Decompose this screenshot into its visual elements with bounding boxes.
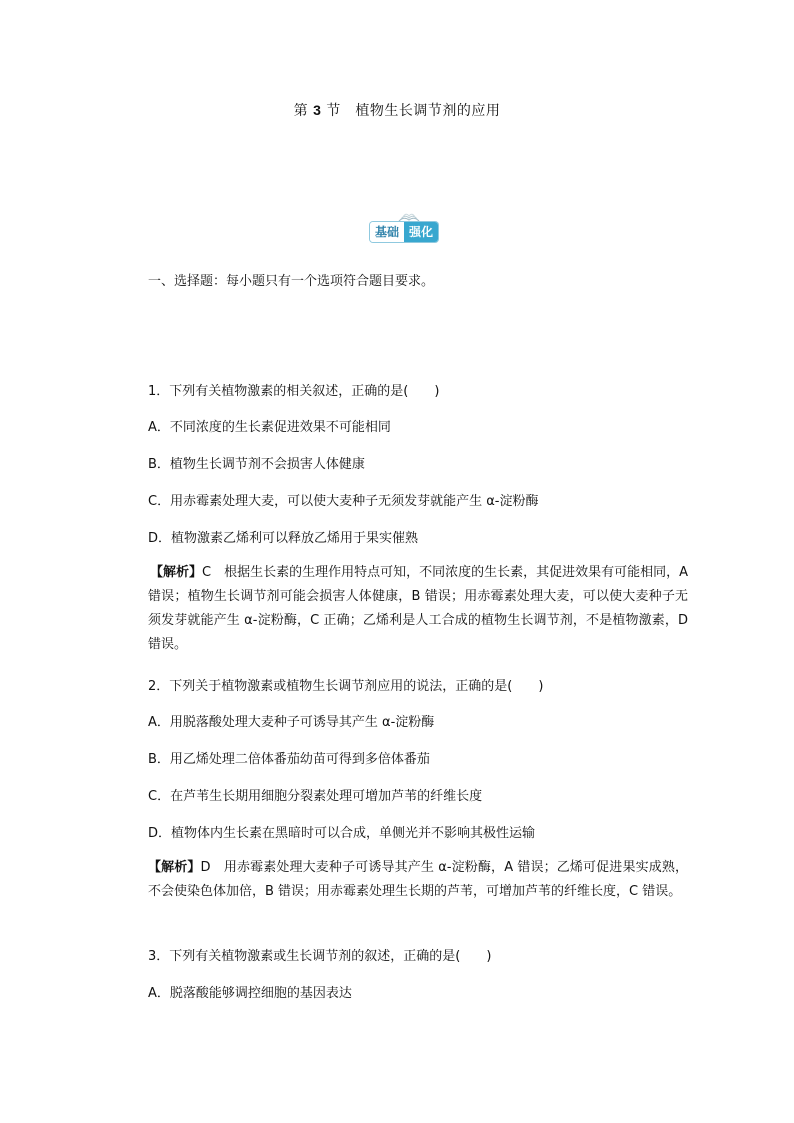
q1-option-a: A．不同浓度的生长素促进效果不可能相同 xyxy=(148,420,391,435)
q1-option-d: D．植物激素乙烯利可以释放乙烯用于果实催熟 xyxy=(148,531,419,546)
q2-option-b: B．用乙烯处理二倍体番茄幼苗可得到多倍体番茄 xyxy=(148,752,430,767)
q1-option-c: C．用赤霉素处理大麦，可以使大麦种子无须发芽就能产生 α-淀粉酶 xyxy=(148,494,539,509)
q3-stem: 3．下列有关植物激素或生长调节剂的叙述，正确的是( ) xyxy=(148,949,492,964)
q1-option-b: B．植物生长调节剂不会损害人体健康 xyxy=(148,457,365,472)
page-title: 第 3 节 植物生长调节剂的应用 xyxy=(293,102,501,119)
q3-option-a: A．脱落酸能够调控细胞的基因表达 xyxy=(148,986,352,1001)
q2-option-d: D．植物体内生长素在黑暗时可以合成，单侧光并不影响其极性运输 xyxy=(148,826,536,841)
q2-analysis: 【解析】D 用赤霉素处理大麦种子可诱导其产生 α-淀粉酶，A 错误；乙烯可促进果实成熟，不会使染色体加倍，B 错误；用赤霉素处理生长期的芦苇，可增加芦苇的纤维长度，C 错误。 xyxy=(148,860,688,899)
analysis-label: 【解析】 xyxy=(150,565,203,580)
q2-option-c: C．在芦苇生长期用细胞分裂素处理可增加芦苇的纤维长度 xyxy=(148,789,483,804)
section-heading: 一、选择题：每小题只有一个选项符合题目要求。 xyxy=(148,274,435,289)
badge-left: 基础 xyxy=(370,222,404,242)
q1-analysis: 【解析】C 根据生长素的生理作用特点可知，不同浓度的生长素，其促进效果有可能相同，A 错误；植物生长调节剂可能会损害人体健康，B 错误；用赤霉素处理大麦，可以使大麦种子无须发芽就能产生 α-淀粉酶，C 正确；乙烯利是人工合成的植物生长调节剂，不是植物激素，D 错误。 xyxy=(148,565,688,652)
badge-right: 强化 xyxy=(404,222,438,242)
q2-option-a: A．用脱落酸处理大麦种子可诱导其产生 α-淀粉酶 xyxy=(148,715,435,730)
analysis-label: 【解析】 xyxy=(148,860,201,875)
q2-stem: 2．下列关于植物激素或植物生长调节剂应用的说法，正确的是( ) xyxy=(148,679,544,694)
q1-stem: 1．下列有关植物激素的相关叙述，正确的是( ) xyxy=(148,384,440,399)
section-badge xyxy=(370,222,438,242)
